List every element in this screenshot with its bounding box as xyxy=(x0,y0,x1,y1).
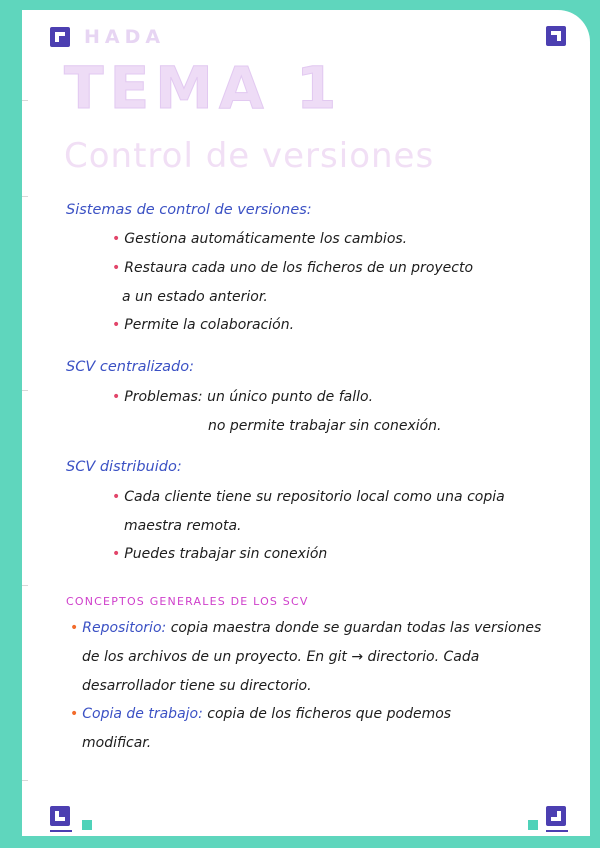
bullet-icon: • xyxy=(112,489,121,505)
list-item: • Cada cliente tiene su repositorio local como una copia xyxy=(112,489,505,505)
term-copia-de-trabajo: Copia de trabajo: xyxy=(82,706,203,722)
page-title: TEMA 1 xyxy=(64,54,343,122)
bullet-icon: • xyxy=(112,317,121,333)
list-item: • Restaura cada uno de los ficheros de un proyecto xyxy=(112,260,474,276)
list-item: • Problemas: un único punto de fallo. xyxy=(112,389,374,405)
margin-mark xyxy=(22,780,28,781)
term-repositorio: Repositorio: xyxy=(82,620,167,636)
margin-mark xyxy=(22,100,28,101)
bullet-icon: • xyxy=(112,260,121,276)
corner-square-bottom-right xyxy=(528,820,538,830)
list-item-continuation: maestra remota. xyxy=(124,518,242,534)
bullet-icon: • xyxy=(70,706,79,722)
list-item-continuation: modificar. xyxy=(82,735,152,751)
section-heading-distribuido: SCV distribuido: xyxy=(66,459,182,475)
margin-mark xyxy=(22,196,28,197)
margin-mark xyxy=(22,390,28,391)
list-item: • Repositorio: copia maestra donde se guardan todas las versiones xyxy=(70,620,542,636)
section-heading-centralizado: SCV centralizado: xyxy=(66,359,194,375)
bullet-icon: • xyxy=(112,546,121,562)
bottom-right-underline xyxy=(546,830,568,832)
bullet-icon: • xyxy=(112,231,121,247)
list-item: • Permite la colaboración. xyxy=(112,317,295,333)
page-subtitle: Control de versiones xyxy=(64,136,435,176)
list-item-continuation: no permite trabajar sin conexión. xyxy=(208,418,442,434)
section-heading-conceptos: CONCEPTOS GENERALES DE LOS SCV xyxy=(66,595,309,608)
corner-square-bottom-left xyxy=(82,820,92,830)
bullet-icon: • xyxy=(112,389,121,405)
bullet-icon: • xyxy=(70,620,79,636)
list-item-continuation: de los archivos de un proyecto. En git → directorio. Cada xyxy=(82,649,480,665)
corner-logo-top-right-icon xyxy=(546,26,566,46)
list-item: • Puedes trabajar sin conexión xyxy=(112,546,328,562)
bottom-left-underline xyxy=(50,830,72,832)
list-item-continuation: a un estado anterior. xyxy=(122,289,268,305)
corner-logo-bottom-right-icon xyxy=(546,806,566,826)
list-item-continuation: desarrollador tiene su directorio. xyxy=(82,678,312,694)
corner-logo-top-left-icon xyxy=(50,27,70,47)
course-name: HADA xyxy=(84,26,166,48)
list-item: • Copia de trabajo: copia de los ficheros que podemos xyxy=(70,706,452,722)
corner-logo-bottom-left-icon xyxy=(50,806,70,826)
margin-mark xyxy=(22,585,28,586)
section-heading-scv: Sistemas de control de versiones: xyxy=(66,202,312,218)
list-item: • Gestiona automáticamente los cambios. xyxy=(112,231,408,247)
